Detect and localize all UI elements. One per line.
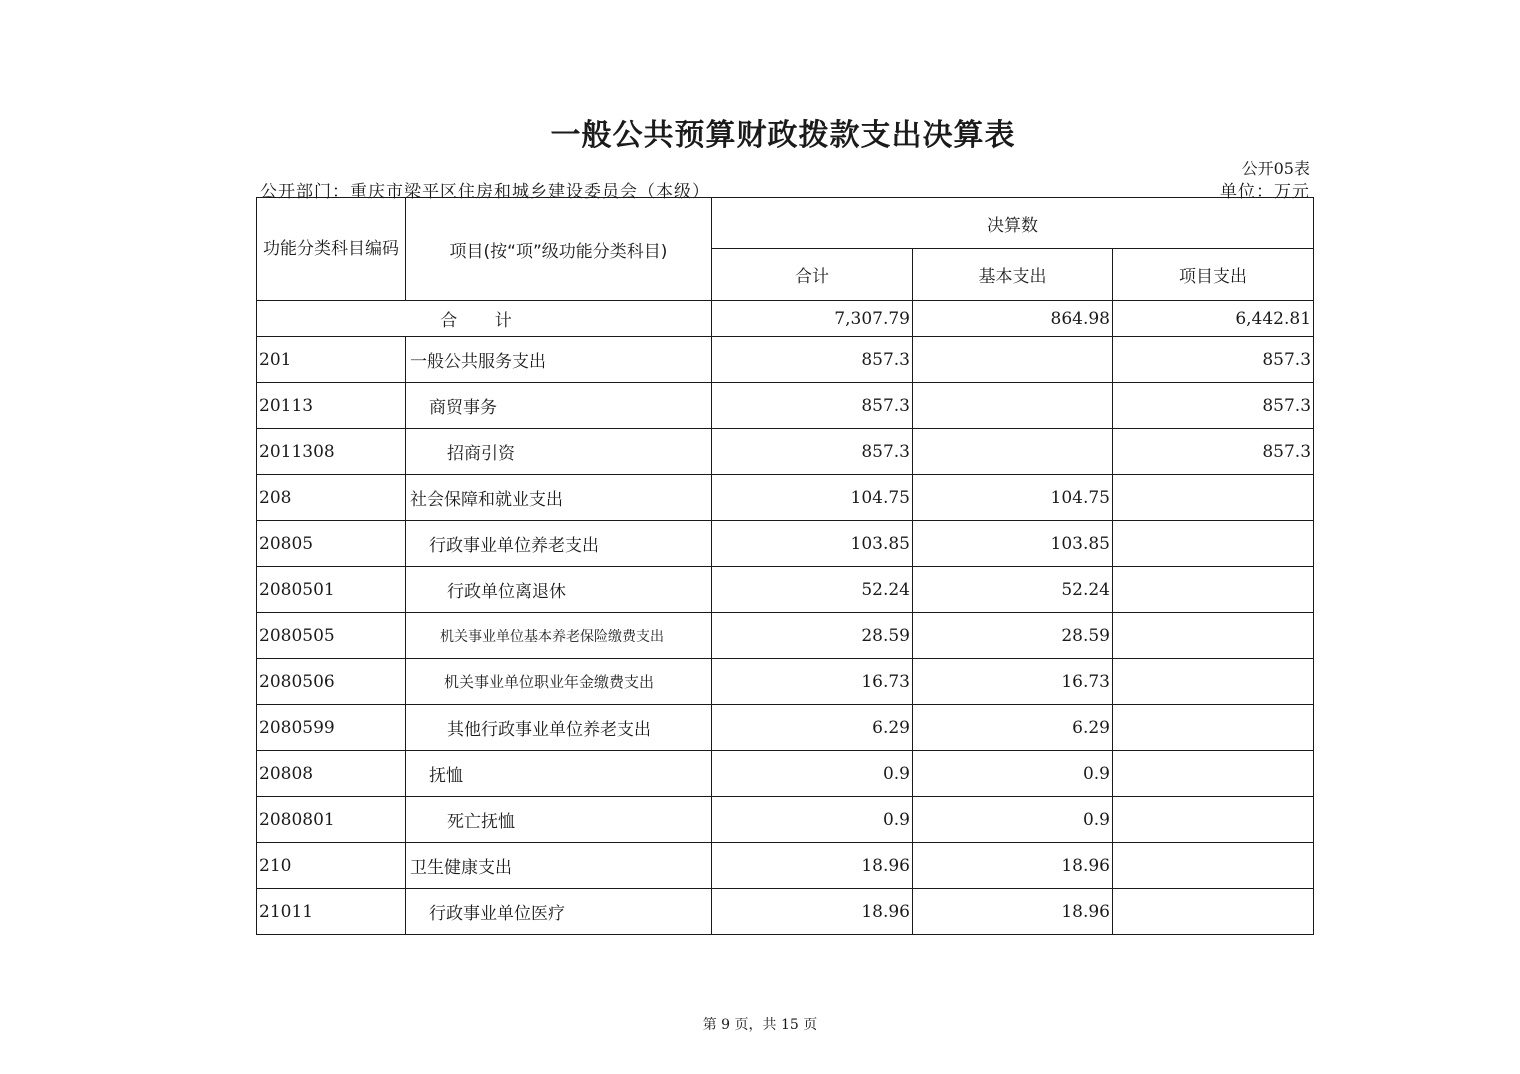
row-basic: 104.75 <box>913 475 1113 521</box>
row-code: 201 <box>257 337 406 383</box>
total-basic: 864.98 <box>913 301 1113 337</box>
header-final: 决算数 <box>712 198 1314 249</box>
row-total: 28.59 <box>712 613 913 659</box>
row-basic: 18.96 <box>913 889 1113 935</box>
header-item: 项目(按“项”级功能分类科目) <box>406 198 712 301</box>
row-basic <box>913 337 1113 383</box>
row-code: 20805 <box>257 521 406 567</box>
table-row <box>257 475 1314 521</box>
row-total: 857.3 <box>712 383 913 429</box>
row-project <box>1113 475 1314 521</box>
row-name: 招商引资 <box>406 429 712 475</box>
table-row <box>257 429 1314 475</box>
row-name: 商贸事务 <box>406 383 712 429</box>
row-project <box>1113 751 1314 797</box>
row-project: 857.3 <box>1113 383 1314 429</box>
table-row <box>257 889 1314 935</box>
row-basic: 103.85 <box>913 521 1113 567</box>
table-row <box>257 383 1314 429</box>
row-project <box>1113 889 1314 935</box>
header-code: 功能分类科目编码 <box>257 198 406 301</box>
row-name: 卫生健康支出 <box>406 843 712 889</box>
row-project <box>1113 797 1314 843</box>
row-total: 857.3 <box>712 429 913 475</box>
row-total: 0.9 <box>712 751 913 797</box>
row-name: 机关事业单位职业年金缴费支出 <box>406 659 712 705</box>
row-code: 208 <box>257 475 406 521</box>
row-name: 行政单位离退休 <box>406 567 712 613</box>
row-basic: 16.73 <box>913 659 1113 705</box>
row-name: 死亡抚恤 <box>406 797 712 843</box>
row-total: 18.96 <box>712 889 913 935</box>
row-total: 18.96 <box>712 843 913 889</box>
row-code: 2080506 <box>257 659 406 705</box>
row-code: 2011308 <box>257 429 406 475</box>
department-label: 公开部门：重庆市梁平区住房和城乡建设委员会（本级） <box>260 182 710 202</box>
row-total: 103.85 <box>712 521 913 567</box>
row-name: 行政事业单位养老支出 <box>406 521 712 567</box>
row-total: 16.73 <box>712 659 913 705</box>
page-title: 一般公共预算财政拨款支出决算表 <box>550 118 1016 153</box>
row-name: 行政事业单位医疗 <box>406 889 712 935</box>
row-name: 一般公共服务支出 <box>406 337 712 383</box>
total-project: 6,442.81 <box>1113 301 1314 337</box>
row-code: 2080501 <box>257 567 406 613</box>
table-row <box>257 797 1314 843</box>
table-row <box>257 521 1314 567</box>
row-project <box>1113 567 1314 613</box>
row-total: 857.3 <box>712 337 913 383</box>
row-basic: 28.59 <box>913 613 1113 659</box>
page-footer: 第 9 页，共 15 页 <box>702 1017 818 1033</box>
row-total: 6.29 <box>712 705 913 751</box>
row-code: 20113 <box>257 383 406 429</box>
row-project <box>1113 613 1314 659</box>
row-basic: 0.9 <box>913 751 1113 797</box>
row-basic: 18.96 <box>913 843 1113 889</box>
table-row <box>257 705 1314 751</box>
row-project: 857.3 <box>1113 429 1314 475</box>
header-total: 合计 <box>712 249 913 301</box>
row-code: 2080801 <box>257 797 406 843</box>
row-basic <box>913 429 1113 475</box>
table-row <box>257 337 1314 383</box>
total-row <box>257 301 1314 337</box>
row-project <box>1113 521 1314 567</box>
unit-label: 单位：万元 <box>1220 182 1310 202</box>
row-name: 其他行政事业单位养老支出 <box>406 705 712 751</box>
row-total: 52.24 <box>712 567 913 613</box>
row-basic: 52.24 <box>913 567 1113 613</box>
row-code: 20808 <box>257 751 406 797</box>
row-code: 210 <box>257 843 406 889</box>
header-basic: 基本支出 <box>913 249 1113 301</box>
row-total: 104.75 <box>712 475 913 521</box>
total-total: 7,307.79 <box>712 301 913 337</box>
row-name: 机关事业单位基本养老保险缴费支出 <box>406 613 712 659</box>
row-basic: 6.29 <box>913 705 1113 751</box>
row-code: 2080599 <box>257 705 406 751</box>
row-project <box>1113 659 1314 705</box>
row-code: 2080505 <box>257 613 406 659</box>
table-row <box>257 843 1314 889</box>
table-row <box>257 567 1314 613</box>
total-label: 合 计 <box>257 301 712 337</box>
row-project <box>1113 843 1314 889</box>
row-project: 857.3 <box>1113 337 1314 383</box>
row-basic <box>913 383 1113 429</box>
expenditure-table <box>256 197 1314 935</box>
row-basic: 0.9 <box>913 797 1113 843</box>
row-name: 社会保障和就业支出 <box>406 475 712 521</box>
row-code: 21011 <box>257 889 406 935</box>
form-code: 公开05表 <box>1241 159 1310 178</box>
table-row <box>257 751 1314 797</box>
row-name: 抚恤 <box>406 751 712 797</box>
table-row <box>257 659 1314 705</box>
header-project: 项目支出 <box>1113 249 1314 301</box>
row-total: 0.9 <box>712 797 913 843</box>
row-project <box>1113 705 1314 751</box>
table-row <box>257 613 1314 659</box>
